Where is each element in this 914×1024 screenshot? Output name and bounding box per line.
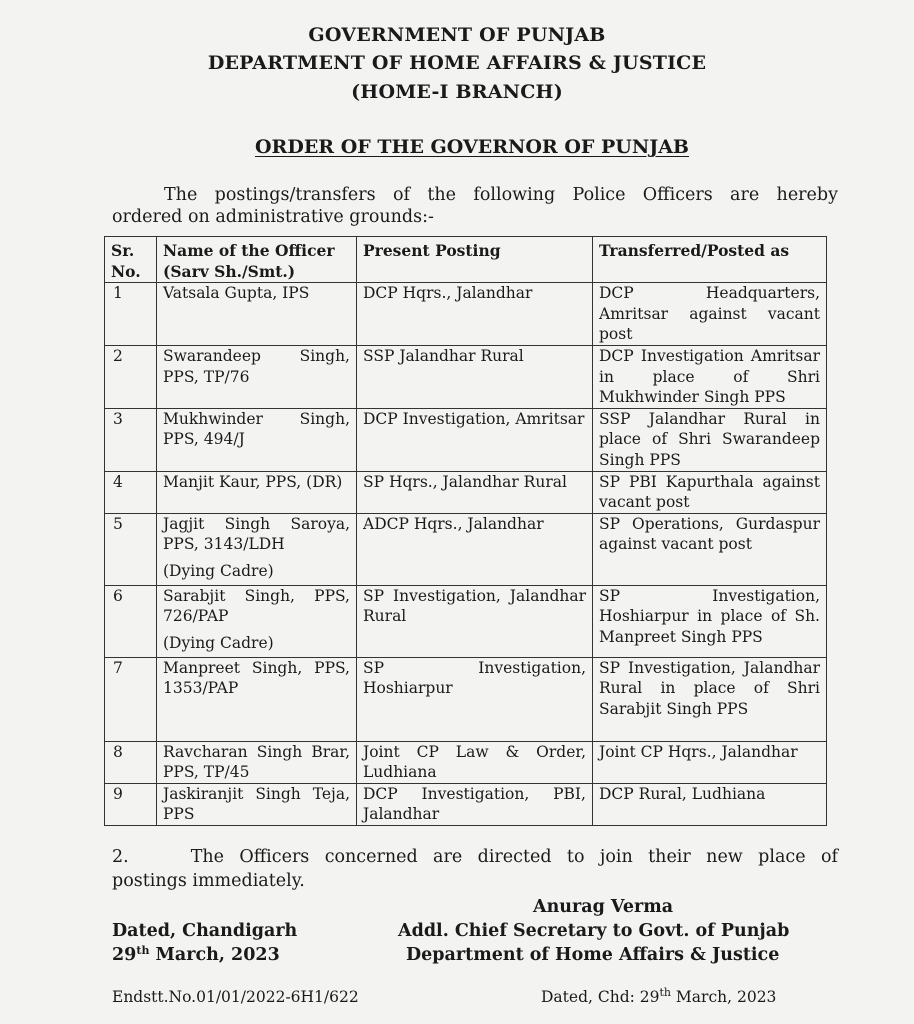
header-branch: (HOME-I BRANCH) (351, 81, 563, 103)
table-row (105, 741, 827, 783)
dated-date: 29th March, 2023 (112, 944, 280, 965)
row-officer-name: Manjit Kaur, PPS, (DR) (157, 471, 357, 513)
directive-line-1: 2. The Officers concerned are directed to join their new place of (112, 847, 838, 867)
row-sr: 9 (105, 783, 157, 825)
row-present-posting: DCP Investigation, Amritsar (357, 408, 593, 471)
row-present-posting: ADCP Hqrs., Jalandhar (357, 513, 593, 585)
signatory-name: Anurag Verma (533, 897, 674, 917)
row-sr: 3 (105, 408, 157, 471)
signatory-designation: Addl. Chief Secretary to Govt. of Punjab (398, 921, 790, 941)
row-officer-name: Manpreet Singh, PPS, 1353/PAP (157, 657, 357, 741)
header-sr: Sr. No. (105, 237, 157, 283)
table-row (105, 408, 827, 471)
signatory-department: Department of Home Affairs & Justice (406, 945, 780, 965)
order-title: ORDER OF THE GOVERNOR OF PUNJAB (255, 136, 689, 158)
dying-cadre-note: (Dying Cadre) (163, 633, 274, 652)
header-transferred: Transferred/Posted as (593, 237, 827, 283)
row-sr: 8 (105, 741, 157, 783)
row-transferred: Joint CP Hqrs., Jalandhar (593, 741, 827, 783)
table-row (105, 513, 827, 585)
table-row (105, 471, 827, 513)
header-department: DEPARTMENT OF HOME AFFAIRS & JUSTICE (207, 52, 707, 74)
table-row (105, 657, 827, 741)
header-name: Name of the Officer (Sarv Sh./Smt.) (157, 237, 357, 283)
table-row (105, 585, 827, 657)
row-present-posting: DCP Investigation, PBI, Jalandhar (357, 783, 593, 825)
row-sr: 1 (105, 283, 157, 346)
dated-place: Dated, Chandigarh (112, 921, 298, 941)
header-present-posting: Present Posting (357, 237, 593, 283)
row-sr: 6 (105, 585, 157, 657)
row-present-posting: Joint CP Law & Order, Ludhiana (357, 741, 593, 783)
row-present-posting: SP Investigation, Hoshiarpur (357, 657, 593, 741)
row-present-posting: DCP Hqrs., Jalandhar (357, 283, 593, 346)
table-row (105, 783, 827, 825)
row-officer-name: Jagjit Singh Saroya, PPS, 3143/LDH (Dying Cadre) (157, 513, 357, 585)
intro-line-2: ordered on administrative grounds:- (112, 207, 434, 227)
directive-line-2: postings immediately. (112, 871, 305, 891)
row-transferred: DCP Headquarters, Amritsar against vacant post (593, 283, 827, 346)
row-transferred: SP Investigation, Jalandhar Rural in place of Shri Sarabjit Singh PPS (593, 657, 827, 741)
row-officer-name: Sarabjit Singh, PPS, 726/PAP (Dying Cadre) (157, 585, 357, 657)
row-transferred: SP Investigation, Hoshiarpur in place of Sh. Manpreet Singh PPS (593, 585, 827, 657)
directive-paragraph (112, 845, 838, 893)
row-present-posting: SSP Jalandhar Rural (357, 346, 593, 409)
row-sr: 5 (105, 513, 157, 585)
intro-paragraph (112, 184, 838, 228)
row-transferred: SP Operations, Gurdaspur against vacant post (593, 513, 827, 585)
row-sr: 4 (105, 471, 157, 513)
row-present-posting: SP Hqrs., Jalandhar Rural (357, 471, 593, 513)
footer-date: Dated, Chd: 29th March, 2023 (541, 986, 777, 1006)
row-transferred: DCP Investigation Amritsar in place of Shri Mukhwinder Singh PPS (593, 346, 827, 409)
row-officer-name: Vatsala Gupta, IPS (157, 283, 357, 346)
row-sr: 2 (105, 346, 157, 409)
row-present-posting: SP Investigation, Jalandhar Rural (357, 585, 593, 657)
row-transferred: SP PBI Kapurthala against vacant post (593, 471, 827, 513)
table-header-row (105, 237, 827, 283)
table-row (105, 346, 827, 409)
row-officer-name: Mukhwinder Singh, PPS, 494/J (157, 408, 357, 471)
header-government: GOVERNMENT OF PUNJAB (308, 24, 606, 46)
row-transferred: DCP Rural, Ludhiana (593, 783, 827, 825)
row-officer-name: Ravcharan Singh Brar, PPS, TP/45 (157, 741, 357, 783)
intro-line-1: The postings/transfers of the following Police Officers are hereby (164, 185, 838, 205)
row-transferred: SSP Jalandhar Rural in place of Shri Swarandeep Singh PPS (593, 408, 827, 471)
table-row (105, 283, 827, 346)
endorsement-number: Endstt.No.01/01/2022-6H1/622 (112, 988, 359, 1006)
dying-cadre-note: (Dying Cadre) (163, 561, 274, 580)
row-officer-name: Swarandeep Singh, PPS, TP/76 (157, 346, 357, 409)
postings-table (104, 236, 827, 826)
row-sr: 7 (105, 657, 157, 741)
row-officer-name: Jaskiranjit Singh Teja, PPS (157, 783, 357, 825)
